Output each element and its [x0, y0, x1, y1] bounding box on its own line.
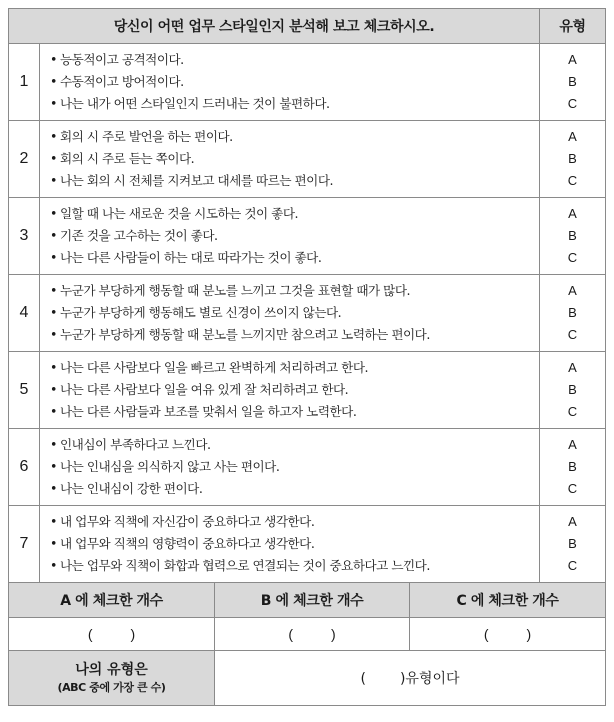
option-item	[50, 148, 539, 170]
option-item	[50, 203, 539, 225]
bullet-icon: •	[50, 305, 57, 320]
bullet-icon: •	[50, 74, 57, 89]
option-text: 누군가 부당하게 행동해도 별로 신경이 쓰이지 않는다.	[60, 305, 342, 320]
option-text: 일할 때 나는 새로운 것을 시도하는 것이 좋다.	[60, 206, 299, 221]
option-item	[50, 456, 539, 478]
my-type-answer[interactable]	[215, 651, 606, 706]
type-column-header: 유형	[540, 9, 606, 44]
type-code-c[interactable]: C	[567, 558, 578, 573]
type-code-b[interactable]: B	[568, 305, 577, 320]
bullet-icon: •	[50, 206, 57, 221]
type-code-b[interactable]: B	[568, 382, 577, 397]
option-text: 회의 시 주로 듣는 쪽이다.	[60, 151, 195, 166]
question-number: 1	[9, 44, 40, 121]
option-text: 나는 다른 사람들이 하는 대로 따라가는 것이 좋다.	[60, 250, 322, 265]
option-text: 수동적이고 방어적이다.	[60, 74, 184, 89]
bullet-icon: •	[50, 437, 57, 452]
type-code-b[interactable]: B	[568, 151, 577, 166]
type-code-c[interactable]: C	[567, 96, 578, 111]
summary-value-row	[9, 618, 606, 651]
question-options	[40, 506, 540, 583]
option-text: 누군가 부당하게 행동할 때 분노를 느끼고 그것을 표현할 때가 많다.	[60, 283, 411, 298]
question-number: 6	[9, 429, 40, 506]
count-a-blank[interactable]: ( )	[9, 618, 215, 651]
bullet-icon: •	[50, 96, 57, 111]
question-row	[9, 506, 606, 583]
bullet-icon: •	[50, 459, 57, 474]
option-item	[50, 280, 539, 302]
my-type-label-hint: (ABC 중에 가장 큰 수)	[57, 680, 166, 694]
option-item	[50, 533, 539, 555]
question-number: 4	[9, 275, 40, 352]
type-code-a[interactable]: A	[568, 437, 577, 452]
type-codes	[540, 352, 606, 429]
option-text: 나는 내가 어떤 스타일인지 드러내는 것이 불편하다.	[60, 96, 330, 111]
question-options	[40, 275, 540, 352]
type-code-a[interactable]: A	[568, 52, 577, 67]
type-code-c[interactable]: C	[567, 173, 578, 188]
count-c-blank[interactable]: ( )	[410, 618, 606, 651]
option-text: 누군가 부당하게 행동할 때 분노를 느끼지만 참으려고 노력하는 편이다.	[60, 327, 430, 342]
option-item	[50, 478, 539, 500]
option-text: 회의 시 주로 발언을 하는 편이다.	[60, 129, 233, 144]
bullet-icon: •	[50, 283, 57, 298]
option-item	[50, 434, 539, 456]
option-text: 기존 것을 고수하는 것이 좋다.	[60, 228, 218, 243]
bullet-icon: •	[50, 382, 57, 397]
question-row	[9, 275, 606, 352]
option-item	[50, 49, 539, 71]
type-code-b[interactable]: B	[568, 74, 577, 89]
type-code-c[interactable]: C	[567, 250, 578, 265]
bullet-icon: •	[50, 173, 57, 188]
option-item	[50, 357, 539, 379]
question-row	[9, 198, 606, 275]
type-code-c[interactable]: C	[567, 327, 578, 342]
type-code-a[interactable]: A	[568, 360, 577, 375]
bullet-icon: •	[50, 558, 57, 573]
option-text: 내 업무와 직책에 자신감이 중요하다고 생각한다.	[60, 514, 315, 529]
result-row	[9, 651, 606, 706]
question-number: 3	[9, 198, 40, 275]
type-codes	[540, 506, 606, 583]
bullet-icon: •	[50, 228, 57, 243]
option-text: 나는 다른 사람들과 보조를 맞춰서 일을 하고자 노력한다.	[60, 404, 357, 419]
bullet-icon: •	[50, 404, 57, 419]
bullet-icon: •	[50, 481, 57, 496]
option-item	[50, 324, 539, 346]
option-item	[50, 126, 539, 148]
bullet-icon: •	[50, 536, 57, 551]
bullet-icon: •	[50, 250, 57, 265]
bullet-icon: •	[50, 151, 57, 166]
option-item	[50, 379, 539, 401]
option-text: 나는 회의 시 전체를 지켜보고 대세를 따르는 편이다.	[60, 173, 334, 188]
question-row	[9, 429, 606, 506]
type-code-b[interactable]: B	[568, 459, 577, 474]
result-table	[8, 650, 606, 706]
option-item	[50, 401, 539, 423]
worksheet	[8, 8, 605, 706]
option-item	[50, 225, 539, 247]
option-item	[50, 511, 539, 533]
style-checklist-table	[8, 8, 606, 583]
option-text: 인내심이 부족하다고 느낀다.	[60, 437, 211, 452]
question-number: 7	[9, 506, 40, 583]
option-item	[50, 93, 539, 115]
question-options	[40, 44, 540, 121]
type-code-b[interactable]: B	[568, 536, 577, 551]
question-options	[40, 352, 540, 429]
count-b-header: B 에 체크한 개수	[215, 583, 410, 618]
option-text: 나는 다른 사람보다 일을 여유 있게 잘 처리하려고 한다.	[60, 382, 349, 397]
option-text: 나는 업무와 직책이 화합과 협력으로 연결되는 것이 중요하다고 느낀다.	[60, 558, 430, 573]
option-text: 나는 다른 사람보다 일을 빠르고 완벽하게 처리하려고 한다.	[60, 360, 368, 375]
my-type-label	[9, 651, 215, 706]
table-title: 당신이 어떤 업무 스타일인지 분석해 보고 체크하시오.	[9, 9, 540, 44]
question-options	[40, 198, 540, 275]
answer-paren-open: (	[360, 671, 366, 687]
option-text: 나는 인내심이 강한 편이다.	[60, 481, 203, 496]
option-item	[50, 302, 539, 324]
type-code-a[interactable]: A	[568, 283, 577, 298]
bullet-icon: •	[50, 327, 57, 342]
bullet-icon: •	[50, 360, 57, 375]
question-options	[40, 429, 540, 506]
type-code-c[interactable]: C	[567, 404, 578, 419]
count-c-header: C 에 체크한 개수	[410, 583, 606, 618]
type-codes	[540, 429, 606, 506]
question-number: 2	[9, 121, 40, 198]
type-code-a[interactable]: A	[568, 129, 577, 144]
count-a-header: A 에 체크한 개수	[9, 583, 215, 618]
option-text: 내 업무와 직책의 영향력이 중요하다고 생각한다.	[60, 536, 315, 551]
question-row	[9, 352, 606, 429]
type-code-b[interactable]: B	[568, 228, 577, 243]
type-code-c[interactable]: C	[567, 481, 578, 496]
type-codes	[540, 44, 606, 121]
type-codes	[540, 275, 606, 352]
my-type-label-title: 나의 유형은	[75, 661, 148, 678]
option-item	[50, 555, 539, 577]
type-code-a[interactable]: A	[568, 206, 577, 221]
option-item	[50, 71, 539, 93]
option-item	[50, 170, 539, 192]
type-codes	[540, 121, 606, 198]
answer-suffix: )유형이다	[399, 671, 460, 687]
question-options	[40, 121, 540, 198]
count-b-blank[interactable]: ( )	[215, 618, 410, 651]
question-number: 5	[9, 352, 40, 429]
type-codes	[540, 198, 606, 275]
table-header	[9, 9, 606, 44]
bullet-icon: •	[50, 52, 57, 67]
bullet-icon: •	[50, 129, 57, 144]
type-code-a[interactable]: A	[568, 514, 577, 529]
question-row	[9, 121, 606, 198]
option-text: 나는 인내심을 의식하지 않고 사는 편이다.	[60, 459, 280, 474]
option-item	[50, 247, 539, 269]
option-text: 능동적이고 공격적이다.	[60, 52, 184, 67]
summary-header-row	[9, 583, 606, 618]
bullet-icon: •	[50, 514, 57, 529]
summary-table	[8, 582, 606, 651]
question-row	[9, 44, 606, 121]
